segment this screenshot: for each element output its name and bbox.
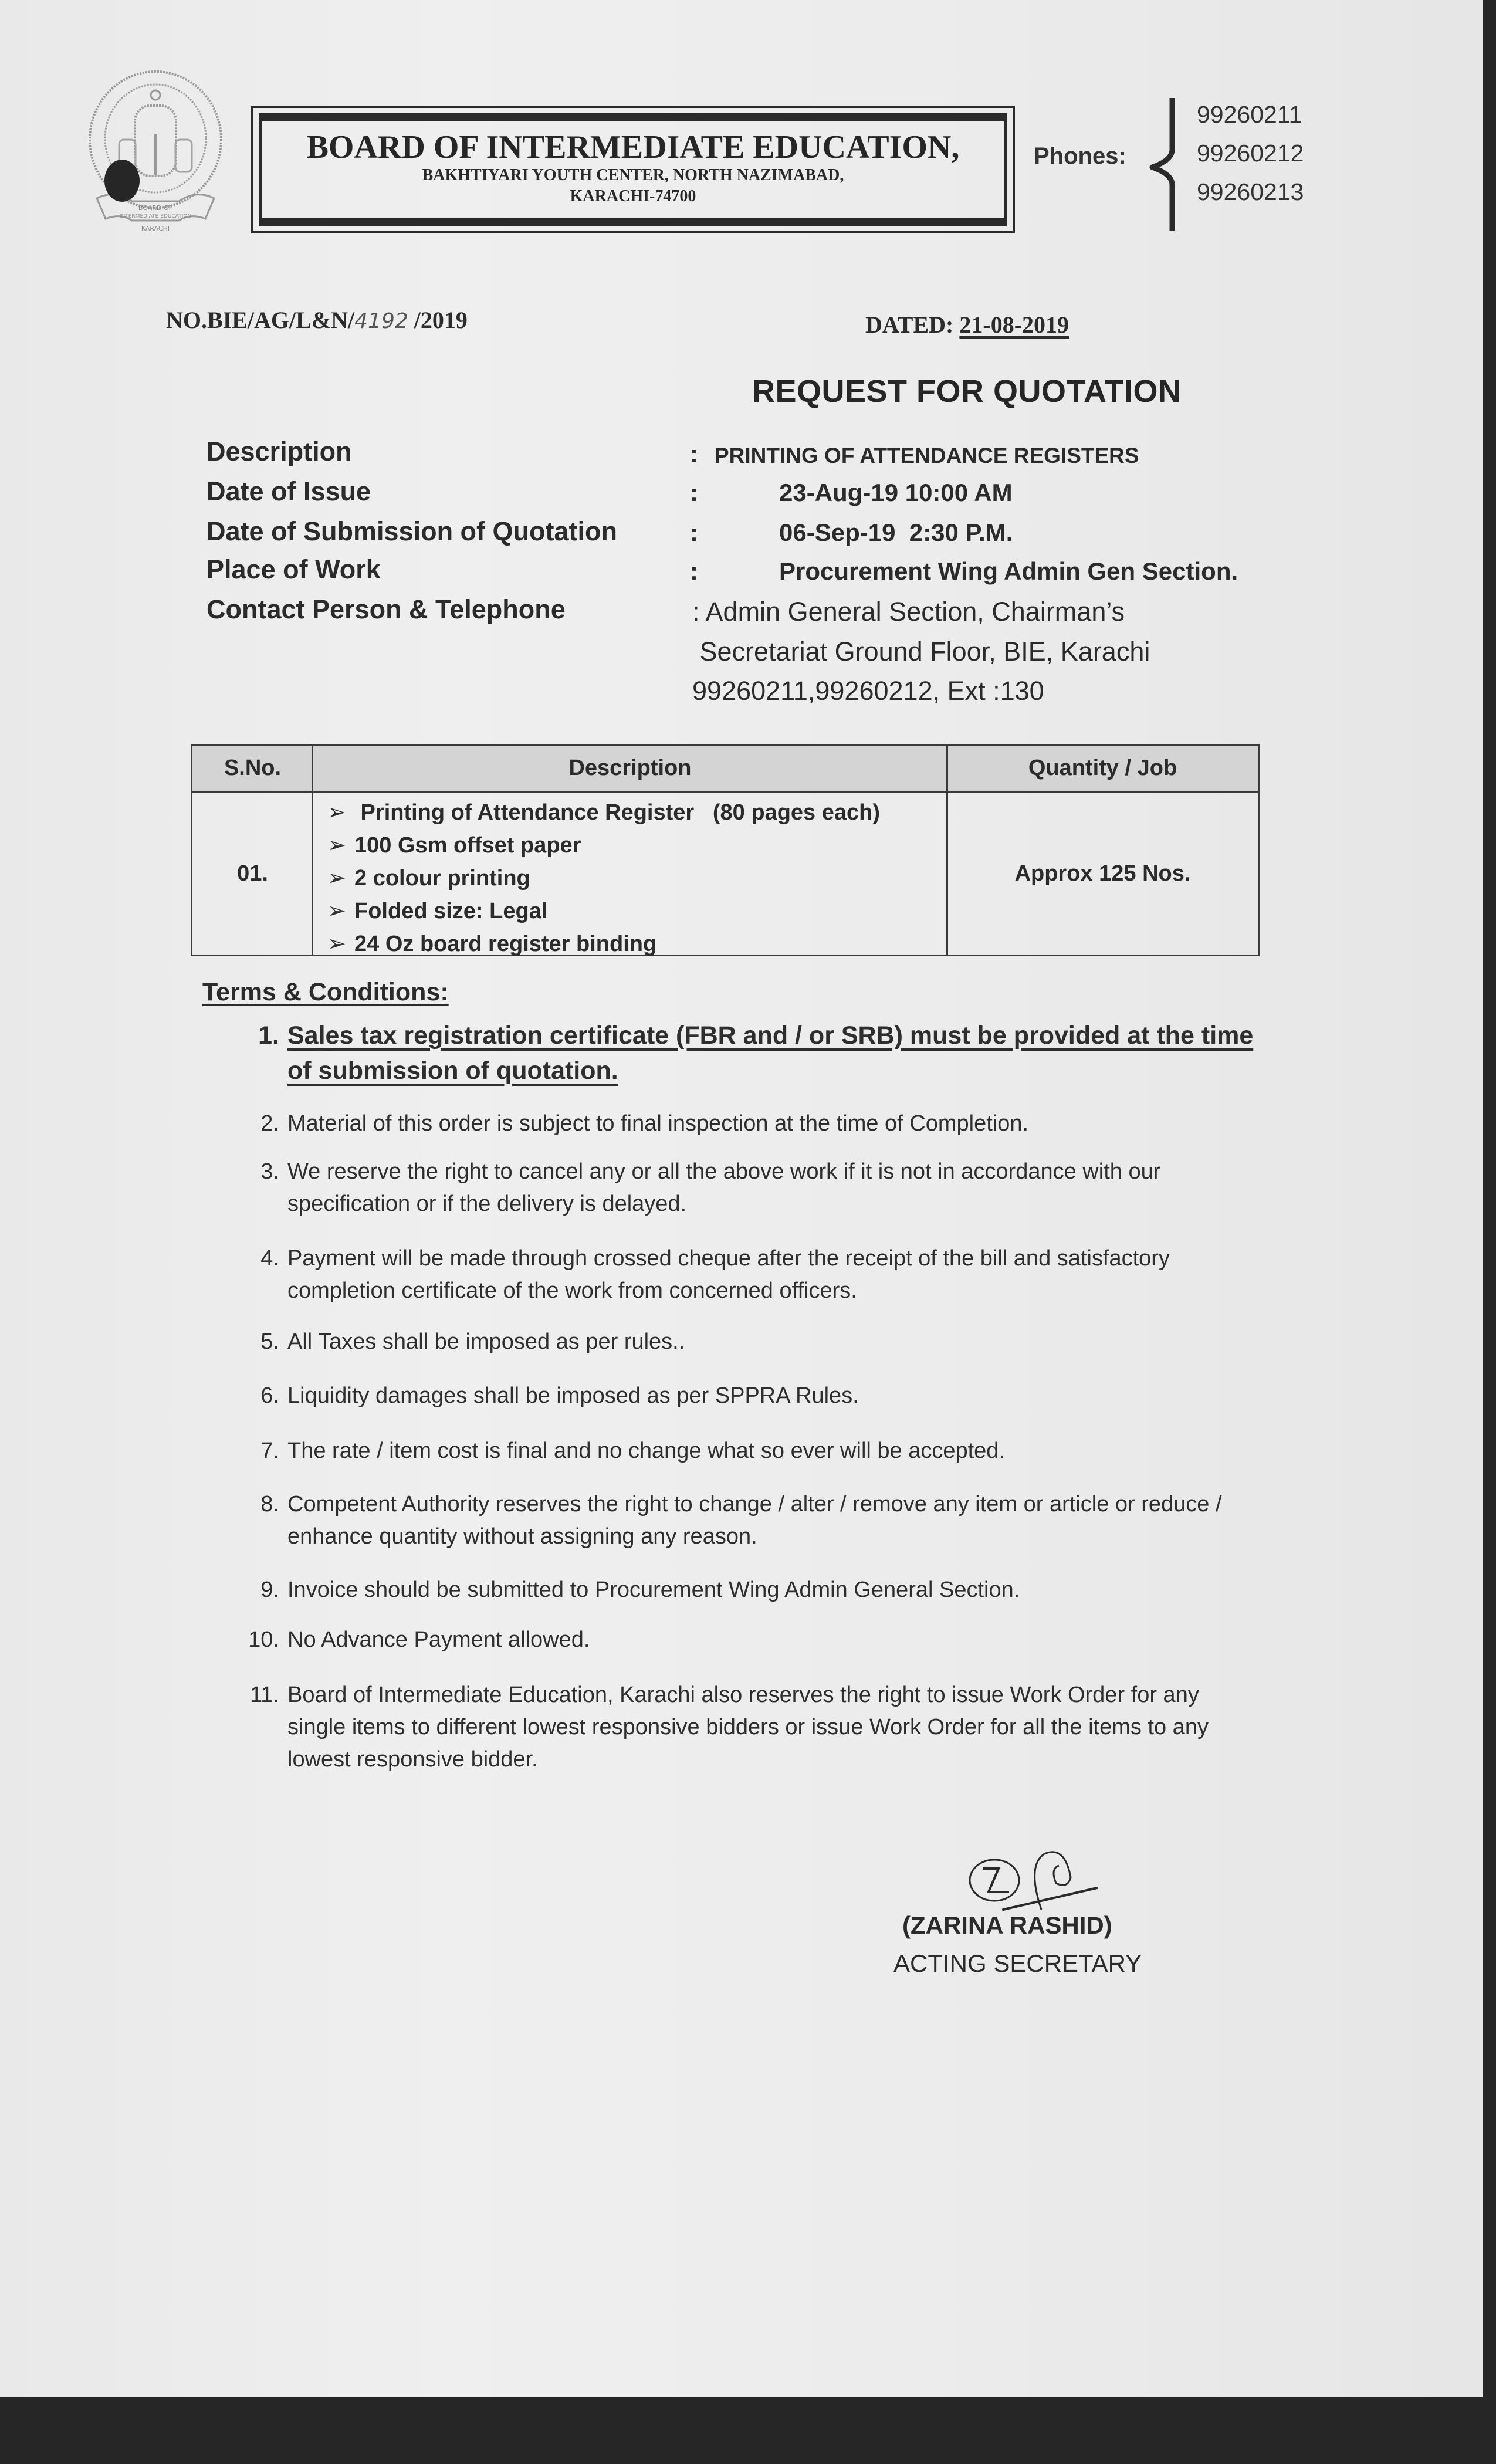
table-header-sno: S.No. [192,746,313,793]
term-item: 11. Board of Intermediate Education, Karachi also reserves the right to issue Work Order for any single items to different lowest responsive bidders or issue Work Order for all the items to any lowest responsive bidder. [249,1683,1209,1772]
reference-handwritten-number: 4192 [354,309,408,333]
term-item: 3. We reserve the right to cancel any or all the above work if it is not in accordance with our specification or if the delivery is delayed. [260,1159,1161,1216]
svg-text:KARACHI: KARACHI [141,225,170,232]
info-value-contact-line-3: 99260211,99260212, Ext :130 [692,676,1044,706]
terms-heading: Terms & Conditions: [202,978,449,1006]
arrow-bullet-icon: ➢ [327,899,346,923]
address-line-2: KARACHI-74700 [570,187,696,205]
info-value-place-of-work: Procurement Wing Admin Gen Section. [779,557,1238,585]
table-header-description: Description [313,746,947,793]
arrow-bullet-icon: ➢ [327,833,346,858]
term-item: 4. Payment will be made through crossed cheque after the receipt of the bill and satisfactory completion certificate of the work from concerned officers. [260,1246,1170,1303]
letterhead-box [251,106,1015,233]
info-label-description: Description [207,436,352,466]
reference-number [166,306,468,334]
arrow-bullet-icon: ➢ [327,866,346,891]
signatory-title: ACTING SECRETARY [893,1949,1142,1977]
dated-label: DATED: [865,312,960,338]
phone-number: 99260211 [1197,101,1302,128]
signatory-name: (ZARINA RASHID) [902,1911,1112,1939]
organization-name: BOARD OF INTERMEDIATE EDUCATION, [306,129,960,165]
svg-text:BOARD OF: BOARD OF [138,204,172,212]
info-value-contact-line-1: : Admin General Section, Chairman’s [692,597,1125,627]
dated-value: 21-08-2019 [959,312,1069,338]
arrow-bullet-icon: ➢ [327,932,346,956]
info-value-submission-date: 06-Sep-19 2:30 P.M. [779,519,1013,546]
info-value-description: PRINTING OF ATTENDANCE REGISTERS [715,444,1139,468]
info-label-date-of-issue: Date of Issue [207,476,371,506]
term-item: 8. Competent Authority reserves the right to change / alter / remove any item or article or reduce / enhance quantity without assigning any reason. [260,1492,1222,1549]
term-item: 7. The rate / item cost is final and no change what so ever will be accepted. [260,1439,1005,1463]
arrow-bullet-icon: ➢ [327,800,346,825]
phone-number: 99260213 [1197,178,1304,205]
info-colon: : [690,440,698,468]
description-item: ➢ 100 Gsm offset paper [327,829,880,862]
items-table [191,744,1260,956]
info-label-contact: Contact Person & Telephone [207,594,566,624]
reference-suffix: /2019 [408,307,468,333]
description-item: ➢ Printing of Attendance Register (80 pages each) [327,796,880,829]
dated [865,311,1069,339]
table-cell-quantity: Approx 125 Nos. [1014,861,1191,886]
address-line-1: BAKHTIYARI YOUTH CENTER, NORTH NAZIMABAD, [422,166,844,184]
curly-brace-icon [1149,97,1184,232]
info-label-submission-date: Date of Submission of Quotation [207,516,617,546]
term-item: 6. Liquidity damages shall be imposed as per SPPRA Rules. [260,1383,859,1408]
bie-logo-icon [85,69,226,236]
svg-text:INTERMEDIATE EDUCATION: INTERMEDIATE EDUCATION [119,214,192,219]
document-title: REQUEST FOR QUOTATION [752,374,1182,409]
description-item: ➢ 2 colour printing [327,862,880,895]
info-label-place-of-work: Place of Work [207,554,381,584]
phone-number: 99260212 [1197,140,1304,167]
description-item: ➢ 24 Oz board register binding [327,928,880,960]
term-item: 1. Sales tax registration certificate (FBR and / or SRB) must be provided at the time of submission of quotation. [258,1021,1254,1085]
term-item: 5. All Taxes shall be imposed as per rules.. [260,1329,685,1354]
description-item: ➢ Folded size: Legal [327,895,880,928]
phones-label: Phones: [1034,143,1126,169]
info-colon: : [690,479,698,506]
info-colon: : [690,519,698,546]
info-value-contact-line-2: Secretariat Ground Floor, BIE, Karachi [692,637,1150,666]
term-item: 2. Material of this order is subject to final inspection at the time of Completion. [260,1111,1029,1136]
table-cell-description [327,796,880,960]
info-value-date-of-issue: 23-Aug-19 10:00 AM [779,479,1013,506]
term-item: 9. Invoice should be submitted to Procurement Wing Admin General Section. [260,1578,1020,1602]
table-header-quantity: Quantity / Job [947,746,1258,793]
term-item: 10. No Advance Payment allowed. [248,1627,590,1652]
info-colon: : [690,557,698,585]
reference-prefix: NO.BIE/AG/L&N/ [166,307,355,333]
table-cell-sno: 01. [237,861,268,886]
